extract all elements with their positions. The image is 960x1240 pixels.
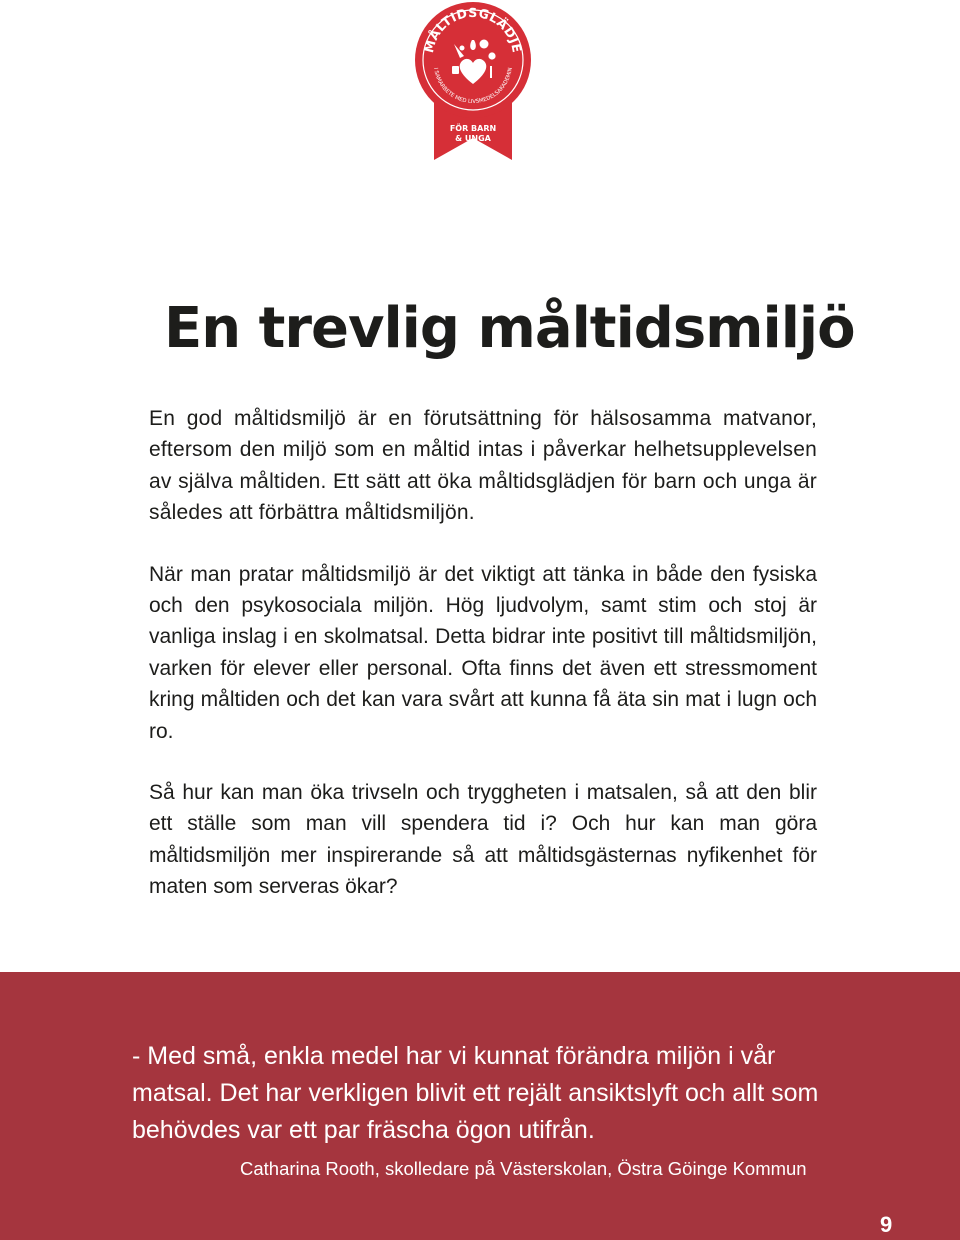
quote-author: Catharina Rooth, skolledare på Västerskolan, Östra Göinge Kommun: [240, 1158, 807, 1179]
page-title: En trevlig måltidsmiljö: [164, 296, 855, 361]
fork-icon: [490, 66, 492, 78]
logo-arc-text: MÅLTIDSGLÄDJE: [420, 4, 525, 55]
quote-text: - Med små, enkla medel har vi kunnat förändra miljön i vår matsal. Det har verkligen blivit ett rejält ansiktslyft och allt som behövdes var ett par fräscha ögon utifrån.: [132, 1042, 819, 1144]
logo-sub-text: I SAMARBETE MED LIVSMEDELSAKADEMIN: [432, 67, 514, 106]
paragraph: Så hur kan man öka trivseln och tryggheten i matsalen, så att den blir ett ställe som man vill spendera tid i? Och hur kan man göra måltidsmiljön mer inspirerande så att måltidsgästernas nyfikenhet för maten som serveras ökar?: [149, 781, 817, 899]
paragraph: När man pratar måltidsmiljö är det viktigt att tänka in både den fysiska och den psykosociala miljön. Hög ljudvolym, samt stim och stoj är vanliga inslag i en skolmatsal. Detta bidrar inte positivt till måltidsmiljön, varken för elever eller personal. Ofta finns det även ett stressmoment kring måltiden och det kan vara svårt att kunna få äta sin mat i lugn och ro.: [149, 562, 817, 743]
cherry-icon: [460, 46, 465, 51]
logo-tag-line2: & UNGA: [455, 134, 491, 143]
body-text: [149, 403, 817, 933]
quote-box: [0, 972, 960, 1240]
apple-icon: [480, 40, 489, 49]
maltidsgladje-logo: [412, 0, 534, 162]
paragraph: En god måltidsmiljö är en förutsättning för hälsosamma matvanor, eftersom den miljö som en måltid intas i påverkar helhetsupplevelsen av själva måltiden. Ett sätt att öka måltidsglädjen för barn och unga är således att förbättra måltidsmiljön.: [149, 407, 817, 525]
cup-icon: [452, 66, 459, 74]
page-number: 9: [880, 1212, 893, 1237]
logo-tag-line1: FÖR BARN: [449, 124, 497, 133]
tomato-icon: [488, 52, 495, 59]
